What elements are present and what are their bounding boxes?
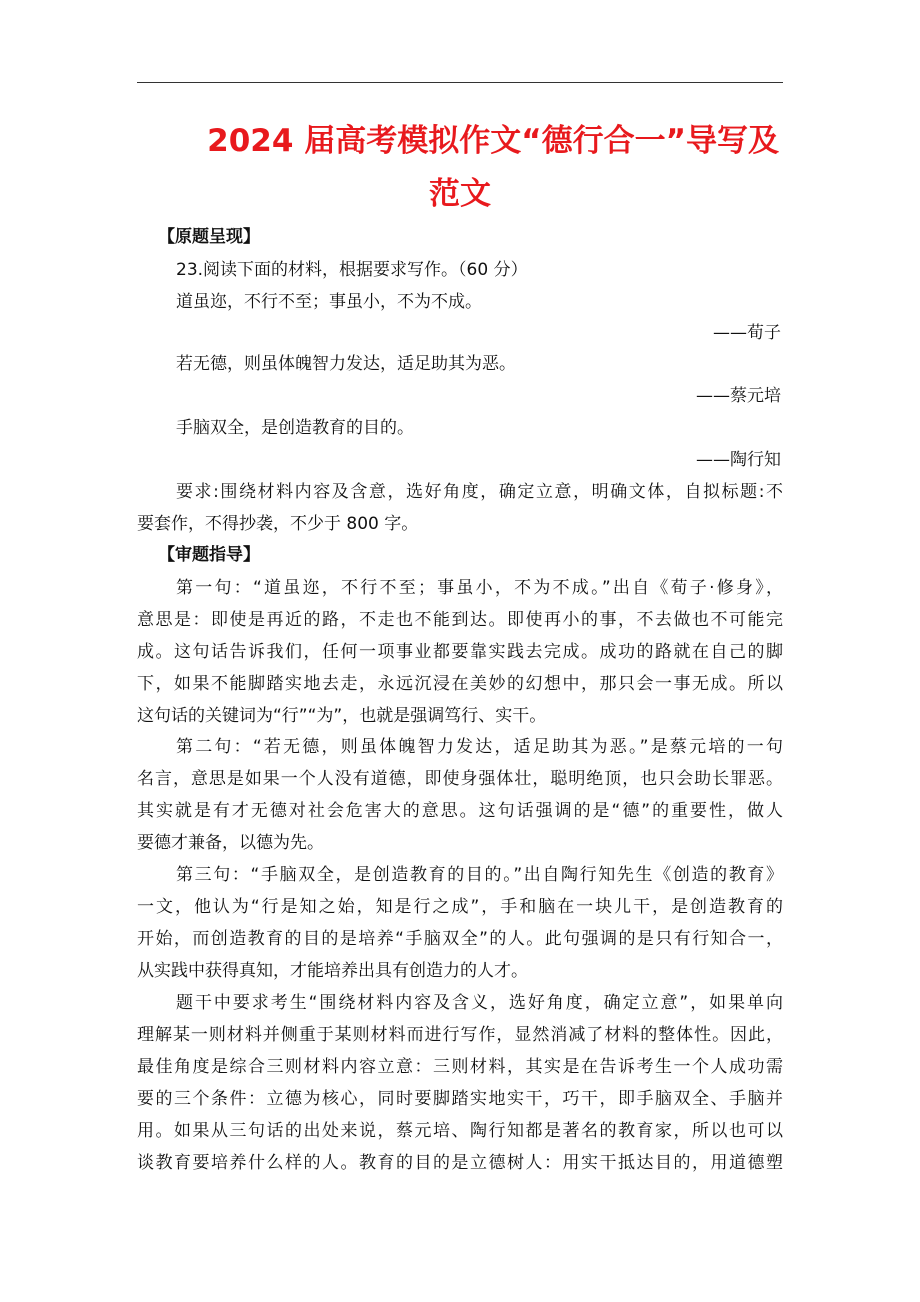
quote-text: 手脑双全，是创造教育的目的。 bbox=[176, 418, 414, 438]
paragraph-line: 其实就是有才无德对社会危害大的意思。这句话强调的是“德”的重要性，做人 bbox=[137, 801, 783, 821]
paragraph-line: 用。如果从三句话的出处来说，蔡元培、陶行知都是著名的教育家，所以也可以 bbox=[137, 1121, 783, 1141]
paragraph-line: 下，如果不能脚踏实地去走，永远沉浸在美妙的幻想中，那只会一事无成。所以 bbox=[137, 674, 783, 694]
question-prompt: 23.阅读下面的材料，根据要求写作。（60 分） bbox=[176, 260, 528, 280]
paragraph-line: 成。这句话告诉我们，任何一项事业都要靠实践去完成。成功的路就在自己的脚 bbox=[137, 642, 783, 662]
document-title-line-1: 2024 届高考模拟作文“德行合一”导写及 bbox=[207, 123, 779, 159]
requirement-line: 要求:围绕材料内容及含意，选好角度，确定立意，明确文体，自拟标题:不 bbox=[176, 482, 783, 502]
paragraph-line: 要的三个条件：立德为核心，同时要脚踏实地实干，巧干，即手脑双全、手脑并 bbox=[137, 1089, 783, 1109]
paragraph-line: 理解某一则材料并侧重于某则材料而进行写作，显然消减了材料的整体性。因此， bbox=[137, 1025, 783, 1045]
header-rule bbox=[137, 82, 783, 83]
paragraph-line: 最佳角度是综合三则材料内容立意：三则材料，其实是在告诉考生一个人成功需 bbox=[137, 1057, 783, 1077]
paragraph-line: 这句话的关键词为“行”“为”，也就是强调笃行、实干。 bbox=[137, 706, 547, 726]
quote-text: 道虽迩，不行不至；事虽小，不为不成。 bbox=[176, 292, 482, 312]
paragraph-line: 第三句：“手脑双全，是创造教育的目的。”出自陶行知先生《创造的教育》 bbox=[176, 865, 783, 885]
section-heading-guide: 【审题指导】 bbox=[158, 545, 260, 565]
quote-source: ——蔡元培 bbox=[696, 386, 781, 406]
paragraph-line: 题干中要求考生“围绕材料内容及含义，选好角度，确定立意”，如果单向 bbox=[176, 993, 783, 1013]
paragraph-line: 第一句：“道虽迩，不行不至；事虽小，不为不成。”出自《荀子·修身》， bbox=[176, 578, 783, 598]
paragraph-line: 名言，意思是如果一个人没有道德，即使身强体壮，聪明绝顶，也只会助长罪恶。 bbox=[137, 769, 783, 789]
paragraph-line: 从实践中获得真知，才能培养出具有创造力的人才。 bbox=[137, 961, 528, 981]
section-heading-original: 【原题呈现】 bbox=[158, 227, 260, 247]
quote-text: 若无德，则虽体魄智力发达，适足助其为恶。 bbox=[176, 354, 516, 374]
paragraph-line: 要德才兼备，以德为先。 bbox=[137, 833, 324, 853]
document-title-line-2: 范文 bbox=[429, 176, 491, 212]
paragraph-line: 意思是：即使是再近的路，不走也不能到达。即使再小的事，不去做也不可能完 bbox=[137, 610, 783, 630]
quote-source: ——荀子 bbox=[713, 323, 781, 343]
paragraph-line: 一文，他认为“行是知之始，知是行之成”，手和脑在一块儿干，是创造教育的 bbox=[137, 897, 783, 917]
paragraph-line: 谈教育要培养什么样的人。教育的目的是立德树人：用实干抵达目的，用道德塑 bbox=[137, 1153, 783, 1173]
requirement-line: 要套作，不得抄袭，不少于 800 字。 bbox=[137, 514, 419, 534]
paragraph-line: 第二句：“若无德，则虽体魄智力发达，适足助其为恶。”是蔡元培的一句 bbox=[176, 737, 783, 757]
quote-source: ——陶行知 bbox=[696, 450, 781, 470]
paragraph-line: 开始，而创造教育的目的是培养“手脑双全”的人。此句强调的是只有行知合一， bbox=[137, 929, 783, 949]
